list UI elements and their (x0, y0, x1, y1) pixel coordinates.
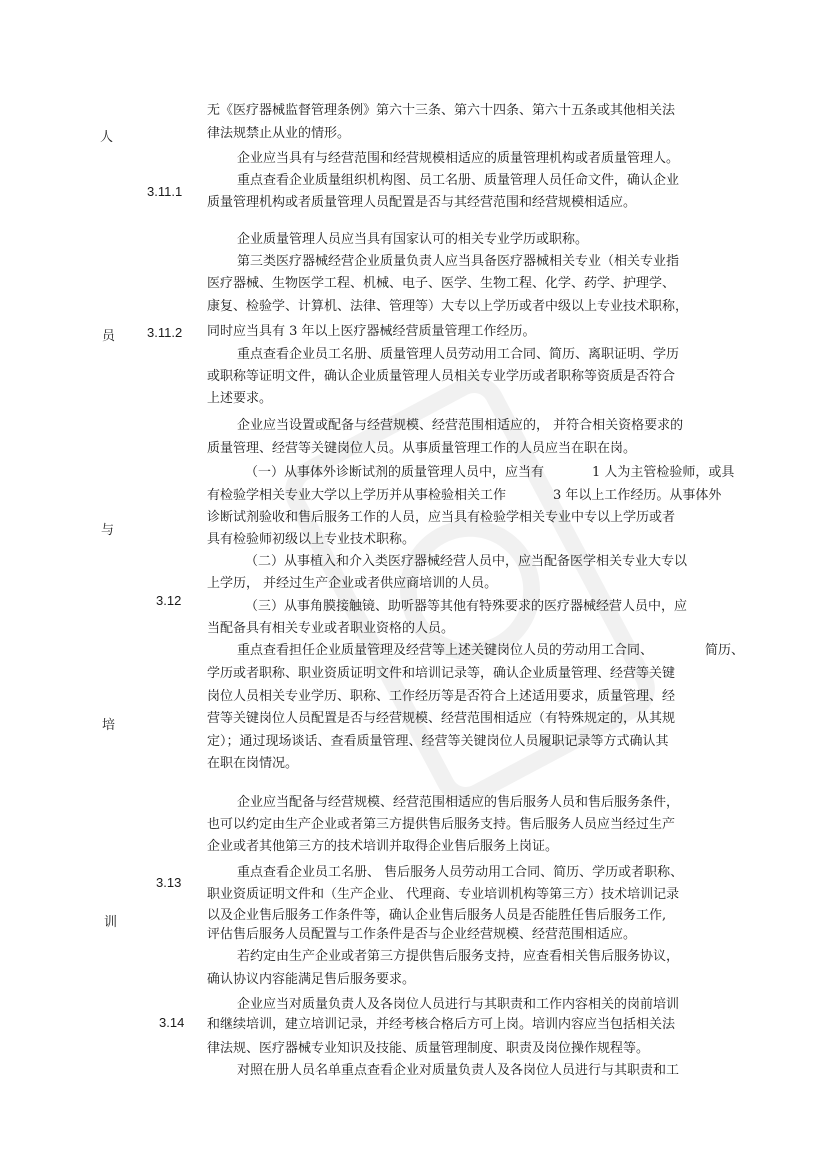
text-line: （一）从事体外诊断试剂的质量管理人员中，应当有 (245, 465, 545, 480)
text-line: 企业应当对质量负责人及各岗位人员进行与其职责和工作内容相关的岗前培训 (237, 997, 680, 1012)
text-line: 第三类医疗器械经营企业质量负责人应当具备医疗器械相关专业（相关专业指 (237, 254, 680, 269)
category-char: 与 (101, 523, 115, 538)
text-line: 同时应当具有 3 年以上医疗器械经营质量管理工作经历。 (207, 324, 536, 339)
text-line: 或职称等证明文件，确认企业质量管理人员相关专业学历或者职称等资质是否符合 (207, 369, 676, 384)
text-line: 医疗器械、生物医学工程、机械、电子、医学、生物工程、化学、药学、护理学、 (207, 276, 676, 291)
text-line: 具有检验师初级以上专业技术职称。 (207, 532, 416, 547)
text-line: 康复、检验学、计算机、法律、管理等）大专以上学历或者中级以上专业技术职称， (207, 299, 689, 314)
text-line: 岗位人员相关专业学历、职称、工作经历等是否符合上述适用要求，质量管理、经 (207, 689, 676, 704)
text-line: 重点查看企业员工名册、质量管理人员劳动用工合同、简历、离职证明、学历 (237, 347, 680, 362)
category-char: 员 (102, 329, 116, 344)
text-line: 也可以约定由生产企业或者第三方提供售后服务支持。售后服务人员应当经过生产 (207, 817, 676, 832)
category-char: 训 (104, 915, 118, 930)
text-line: 营等关键岗位人员配置是否与经营规模、经营范围相适应（有特殊规定的，从其规 (207, 711, 676, 726)
text-line: 以及企业售后服务工作条件等，确认企业售后服务人员是否能胜任售后服务工作, (207, 908, 667, 923)
text-line: 诊断试剂验收和售后服务工作的人员，应当具有检验学相关专业中专以上学历或者 (207, 510, 676, 525)
text-line: 企业质量管理人员应当具有国家认可的相关专业学历或职称。 (237, 232, 589, 247)
text-line: 企业或者其他第三方的技术培训并取得企业售后服务上岗证。 (207, 839, 559, 854)
text-line: 学历或者职称、职业资质证明文件和培训记录等，确认企业质量管理、经营等关键 (207, 666, 676, 681)
category-char: 人 (100, 130, 114, 145)
clause-number: 3.11.1 (147, 184, 183, 199)
text-line: 企业应当设置或配备与经营规模、经营范围相适应的， 并符合相关资格要求的 (237, 418, 684, 433)
text-line: （三）从事角膜接触镜、助听器等其他有特殊要求的医疗器械经营人员中，应 (245, 599, 688, 614)
text-line: 企业应当配备与经营规模、经营范围相适应的售后服务人员和售后服务条件， (237, 795, 680, 810)
text-line: 企业应当具有与经营范围和经营规模相适应的质量管理机构或者质量管理人。 (237, 151, 680, 166)
text-line: 律法规禁止从业的情形。 (207, 126, 351, 141)
text-line: 对照在册人员名单重点查看企业对质量负责人及各岗位人员进行与其职责和工 (237, 1063, 680, 1078)
text-fragment: 3 年以上工作经历。从事体外 (553, 488, 722, 503)
text-line: 重点查看企业员工名册、 售后服务人员劳动用工合同、简历、学历或者职称、 (237, 865, 684, 880)
text-line: 有检验学相关专业大学以上学历并从事检验相关工作 (207, 488, 507, 503)
text-line: 评估售后服务人员配置与工作条件是否与企业经营规模、经营范围相适应。 (207, 927, 637, 942)
text-line: 上学历， 并经过生产企业或者供应商培训的人员。 (207, 576, 498, 591)
text-line: 若约定由生产企业或者第三方提供售后服务支持，应查看相关售后服务协议， (237, 949, 680, 964)
text-line: 上述要求。 (207, 391, 273, 406)
text-line: 在职在岗情况。 (207, 756, 299, 771)
text-line: 和继续培训，建立培训记录，并经考核合格后方可上岗。培训内容应当包括相关法 (207, 1017, 676, 1032)
text-line: 无《医疗器械监督管理条例》第六十三条、第六十四条、第六十五条或其他相关法 (207, 103, 676, 118)
text-fragment: 1 人为主管检验师，或具 (592, 465, 735, 480)
text-line: 重点查看企业质量组织机构图、员工名册、质量管理人员任命文件，确认企业 (237, 173, 680, 188)
text-line: 质量管理机构或者质量管理人员配置是否与其经营范围和经营规模相适应。 (207, 195, 637, 210)
text-line: （二）从事植入和介入类医疗器械经营人员中，应当配备医学相关专业大专以 (245, 554, 688, 569)
text-line: 定）；通过现场谈话、查看质量管理、经营等关键岗位人员履职记录等方式确认其 (207, 734, 669, 749)
clause-number: 3.12 (156, 593, 182, 608)
text-line: 确认协议内容能满足售后服务要求。 (207, 972, 416, 987)
clause-number: 3.13 (156, 875, 182, 890)
text-line: 职业资质证明文件和（生产企业、 代理商、专业培训机构等第三方）技术培训记录 (207, 887, 680, 902)
clause-number: 3.14 (159, 1015, 185, 1030)
text-line: 质量管理、经营等关键岗位人员。从事质量管理工作的人员应当在职在岗。 (207, 441, 637, 456)
text-line: 律法规、医疗器械专业知识及技能、质量管理制度、职责及岗位操作规程等。 (207, 1041, 650, 1056)
text-line: 重点查看担任企业质量管理及经营等上述关键岗位人员的劳动用工合同、 (237, 643, 654, 658)
clause-number: 3.11.2 (147, 325, 183, 340)
category-char: 培 (102, 718, 116, 733)
text-fragment: 简历、 (705, 643, 745, 658)
text-line: 当配备具有相关专业或者职业资格的人员。 (207, 621, 455, 636)
